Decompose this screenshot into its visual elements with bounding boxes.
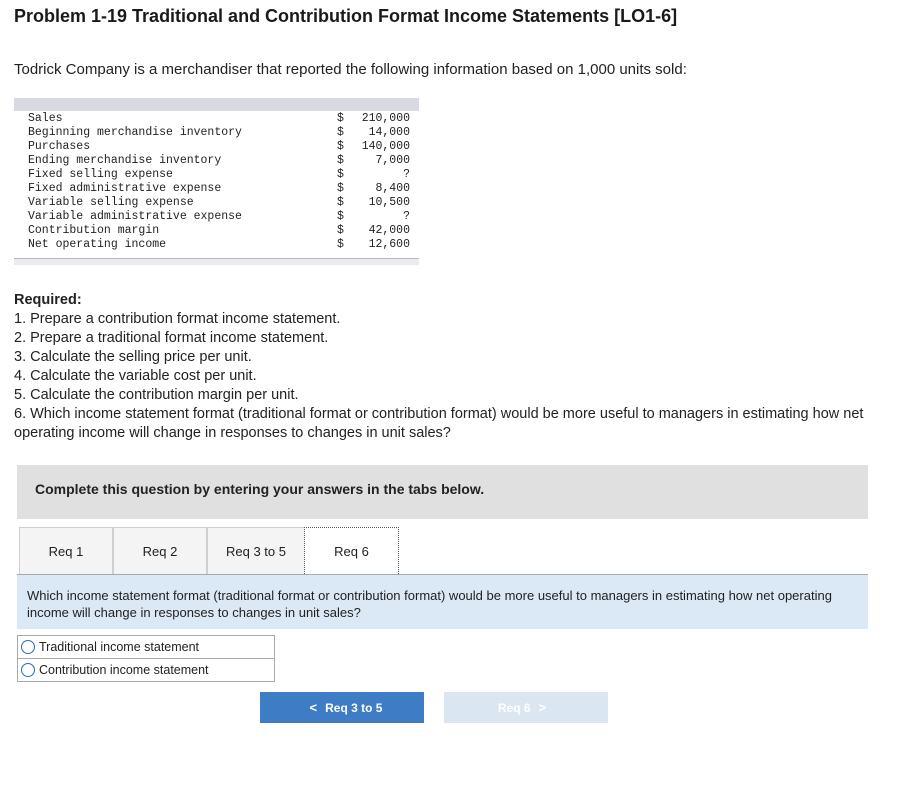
prev-button-label: Req 3 to 5: [325, 700, 383, 715]
required-item: 2. Prepare a traditional format income statement.: [14, 330, 329, 346]
row-label: Ending merchandise inventory: [28, 154, 222, 167]
table-row: [28, 112, 410, 126]
row-amount: 210,000: [361, 112, 410, 125]
required-item: 1. Prepare a contribution format income statement.: [14, 311, 341, 327]
row-dollar: $: [337, 154, 344, 167]
row-label: Fixed selling expense: [28, 168, 173, 181]
row-dollar: $: [337, 196, 344, 209]
row-label: Variable selling expense: [28, 196, 194, 209]
row-amount: 140,000: [361, 140, 410, 153]
row-label: Variable administrative expense: [28, 210, 242, 223]
table-row: [28, 196, 410, 210]
required-heading: Required:: [14, 292, 82, 308]
required-item: 4. Calculate the variable cost per unit.: [14, 368, 257, 384]
required-item: operating income will change in responses to changes in unit sales?: [14, 425, 451, 441]
chevron-left-icon: <: [309, 700, 318, 715]
required-item: 3. Calculate the selling price per unit.: [14, 349, 252, 365]
row-amount: ?: [403, 210, 410, 223]
option-label: Contribution income statement: [39, 663, 209, 677]
row-label: Contribution margin: [28, 224, 160, 237]
row-label: Sales: [28, 112, 63, 125]
row-amount: 42,000: [368, 224, 410, 237]
instruction-text: Complete this question by entering your answers in the tabs below.: [35, 481, 485, 497]
row-amount: 8,400: [375, 182, 410, 195]
row-label: Beginning merchandise inventory: [28, 126, 242, 139]
next-button[interactable]: [444, 692, 608, 723]
question-text: Which income statement format (traditional format or contribution format) would be more useful to managers in estimating how net operating income will change in responses to changes in unit sales?: [27, 588, 832, 620]
radio-icon[interactable]: [21, 640, 35, 654]
row-amount: 10,500: [368, 196, 410, 209]
row-dollar: $: [337, 224, 344, 237]
tab-req-3-to-5[interactable]: Req 3 to 5: [207, 527, 305, 575]
tab-req-1[interactable]: Req 1: [19, 527, 113, 575]
row-dollar: $: [337, 112, 344, 125]
required-item: 5. Calculate the contribution margin per unit.: [14, 387, 299, 403]
row-dollar: $: [337, 140, 344, 153]
table-row: [28, 126, 410, 140]
required-section: [14, 291, 924, 443]
option-contribution[interactable]: [17, 659, 275, 682]
row-dollar: $: [337, 238, 344, 251]
tab-req-6[interactable]: Req 6: [304, 527, 399, 574]
data-table: [14, 98, 419, 266]
question-panel: [17, 575, 868, 629]
table-row: [28, 182, 410, 196]
row-dollar: $: [337, 126, 344, 139]
table-footer-bar: [14, 258, 419, 265]
row-label: Fixed administrative expense: [28, 182, 222, 195]
radio-icon[interactable]: [21, 663, 35, 677]
row-amount: 14,000: [368, 126, 410, 139]
row-dollar: $: [337, 168, 344, 181]
answer-options: [17, 635, 275, 682]
table-row: [28, 210, 410, 224]
table-row: [28, 140, 410, 154]
row-amount: 12,600: [368, 238, 410, 251]
row-label: Purchases: [28, 140, 91, 153]
prev-button[interactable]: [260, 692, 424, 723]
intro-text: Todrick Company is a merchandiser that reported the following information based on 1,000 units sold:: [14, 61, 687, 78]
table-row: [28, 154, 410, 168]
option-label: Traditional income statement: [39, 640, 200, 654]
row-amount: 7,000: [375, 154, 410, 167]
option-traditional[interactable]: [17, 635, 275, 659]
row-label: Net operating income: [28, 238, 167, 251]
chevron-right-icon: >: [538, 700, 547, 715]
table-body: [28, 112, 410, 252]
tab-req-2[interactable]: Req 2: [113, 527, 207, 575]
page-title: Problem 1-19 Traditional and Contribution Format Income Statements [LO1-6]: [14, 6, 678, 26]
table-row: [28, 168, 410, 182]
row-amount: ?: [403, 168, 410, 181]
table-row: [28, 238, 410, 252]
row-dollar: $: [337, 182, 344, 195]
next-button-label: Req 6: [497, 700, 531, 715]
row-dollar: $: [337, 210, 344, 223]
instruction-banner: [17, 465, 868, 519]
table-header-bar: [14, 98, 419, 111]
required-item: 6. Which income statement format (traditional format or contribution format) would be more useful to managers in estimating how net: [14, 406, 864, 422]
table-row: [28, 224, 410, 238]
